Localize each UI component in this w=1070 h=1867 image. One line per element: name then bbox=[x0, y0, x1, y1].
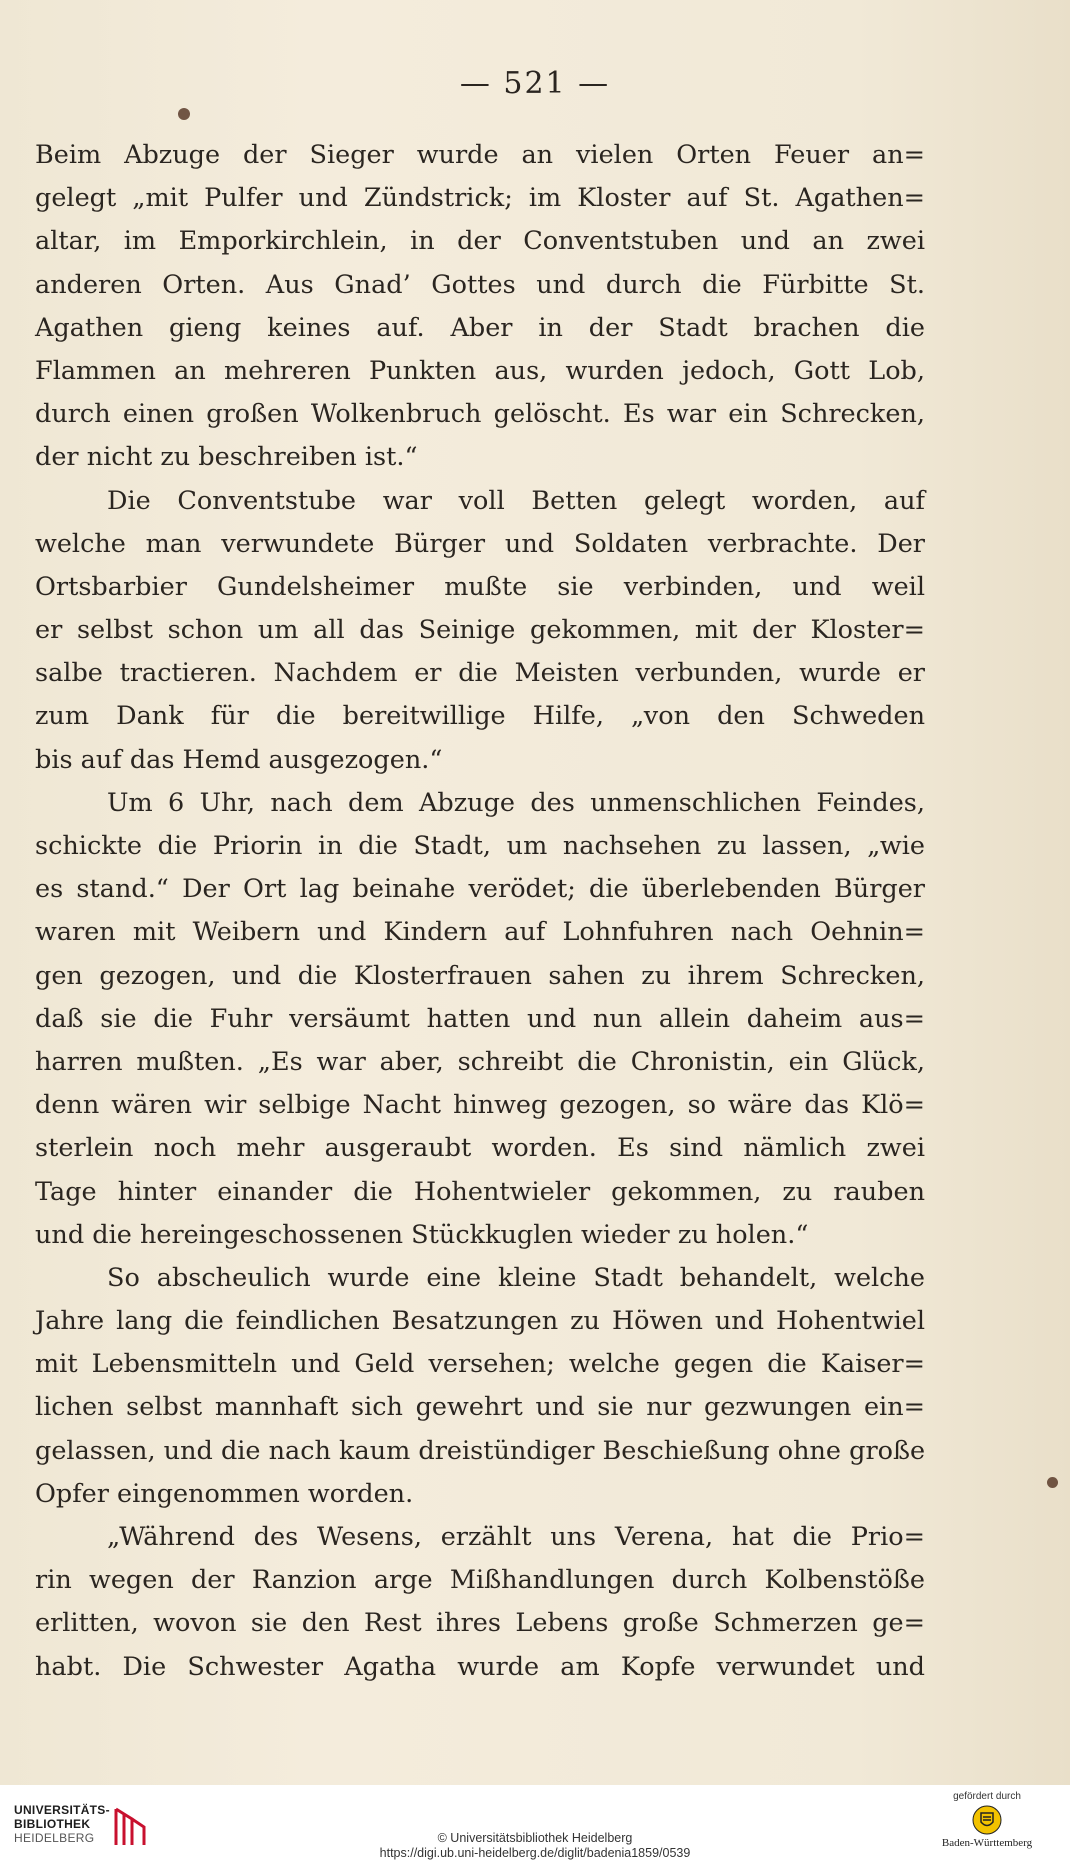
footer-credits bbox=[0, 1831, 1070, 1861]
text-line: und die hereingeschossenen Stückkuglen wieder zu holen.“ bbox=[35, 1219, 809, 1250]
text-line: habt. Die Schwester Agatha wurde am Kopfe verwundet und bbox=[35, 1651, 925, 1682]
paragraph bbox=[35, 480, 925, 782]
text-line: harren mußten. „Es war aber, schreibt die Chronistin, ein Glück, bbox=[35, 1046, 925, 1077]
text-line: denn wären wir selbige Nacht hinweg gezogen, so wäre das Klö= bbox=[35, 1090, 925, 1121]
paragraph bbox=[35, 134, 925, 480]
logo-line: BIBLIOTHEK bbox=[14, 1817, 91, 1831]
paragraph bbox=[35, 1516, 925, 1689]
text-line: gen gezogen, und die Klosterfrauen sahen zu ihrem Schrecken, bbox=[35, 960, 925, 991]
text-line: waren mit Weibern und Kindern auf Lohnfuhren nach Oehnin= bbox=[35, 917, 925, 948]
paragraph bbox=[35, 1257, 925, 1516]
text-line: Ortsbarbier Gundelsheimer mußte sie verbinden, und weil bbox=[35, 571, 925, 602]
text-line: Beim Abzuge der Sieger wurde an vielen Orten Feuer an= bbox=[35, 140, 925, 170]
funding-logo[interactable] bbox=[922, 1791, 1052, 1849]
text-line: schickte die Priorin in die Stadt, um nachsehen zu lassen, „wie bbox=[35, 831, 925, 861]
digitization-footer bbox=[0, 1785, 1070, 1867]
text-line: erlitten, wovon sie den Rest ihres Lebens große Schmerzen ge= bbox=[35, 1608, 925, 1639]
text-line: rin wegen der Ranzion arge Mißhandlungen durch Kolbenstöße bbox=[35, 1565, 925, 1596]
text-line: Um 6 Uhr, nach dem Abzuge des unmenschlichen Feindes, bbox=[107, 787, 925, 818]
state-crest-icon bbox=[972, 1805, 1002, 1835]
text-line: Die Conventstube war voll Betten gelegt worden, auf bbox=[107, 485, 925, 516]
source-url-link[interactable]: https://digi.ub.uni-heidelberg.de/diglit/badenia1859/0539 bbox=[379, 1846, 691, 1860]
text-line: mit Lebensmitteln und Geld versehen; welche gegen die Kaiser= bbox=[35, 1349, 925, 1380]
text-line: bis auf das Hemd ausgezogen.“ bbox=[35, 744, 443, 775]
text-line: sterlein noch mehr ausgeraubt worden. Es sind nämlich zwei bbox=[35, 1133, 925, 1164]
text-line: lichen selbst mannhaft sich gewehrt und sie nur gezwungen ein= bbox=[35, 1392, 925, 1423]
paragraph bbox=[35, 782, 925, 1257]
ink-spot bbox=[1047, 1477, 1058, 1488]
text-line: Tage hinter einander die Hohentwieler gekommen, zu rauben bbox=[35, 1176, 925, 1207]
text-line: zum Dank für die bereitwillige Hilfe, „von den Schweden bbox=[35, 701, 925, 732]
text-line: gelegt „mit Pulfer und Zündstrick; im Kloster auf St. Agathen= bbox=[35, 183, 925, 214]
text-line: es stand.“ Der Ort lag beinahe verödet; die überlebenden Bürger bbox=[35, 874, 925, 905]
text-line: So abscheulich wurde eine kleine Stadt behandelt, welche bbox=[107, 1262, 925, 1293]
text-line: der nicht zu beschreiben ist.“ bbox=[35, 442, 418, 473]
page-number: — 521 — bbox=[459, 66, 611, 101]
logo-line: UNIVERSITÄTS- bbox=[14, 1803, 110, 1817]
text-line: Opfer eingenommen worden. bbox=[35, 1478, 414, 1509]
text-line: Agathen gieng keines auf. Aber in der Stadt brachen die bbox=[35, 312, 925, 343]
state-name: Baden-Württemberg bbox=[941, 1837, 1033, 1849]
text-line: Flammen an mehreren Punkten aus, wurden jedoch, Gott Lob, bbox=[35, 355, 925, 386]
text-line: durch einen großen Wolkenbruch gelöscht. Es war ein Schrecken, bbox=[35, 399, 925, 430]
copyright-text: © Universitätsbibliothek Heidelberg bbox=[437, 1831, 633, 1845]
text-line: „Während des Wesens, erzählt uns Verena, hat die Prio= bbox=[107, 1522, 925, 1552]
text-line: gelassen, und die nach kaum dreistündiger Beschießung ohne große bbox=[35, 1435, 926, 1466]
text-line: altar, im Emporkirchlein, in der Conventstuben und an zwei bbox=[35, 226, 925, 257]
text-line: Jahre lang die feindlichen Besatzungen zu Höwen und Hohentwiel bbox=[35, 1306, 925, 1337]
text-line: salbe tractieren. Nachdem er die Meisten verbunden, wurde er bbox=[35, 658, 925, 689]
text-line: anderen Orten. Aus Gnad’ Gottes und durch die Fürbitte St. bbox=[35, 269, 925, 300]
funded-by-label: gefördert durch bbox=[953, 1791, 1021, 1802]
ink-spot bbox=[178, 108, 190, 120]
text-line: welche man verwundete Bürger und Soldaten verbrachte. Der bbox=[35, 528, 925, 559]
text-line: daß sie die Fuhr versäumt hatten und nun allein daheim aus= bbox=[35, 1003, 925, 1034]
body-text bbox=[35, 134, 925, 1689]
logo-line: HEIDELBERG bbox=[14, 1831, 95, 1845]
text-line: er selbst schon um all das Seinige gekommen, mit der Kloster= bbox=[35, 615, 925, 646]
